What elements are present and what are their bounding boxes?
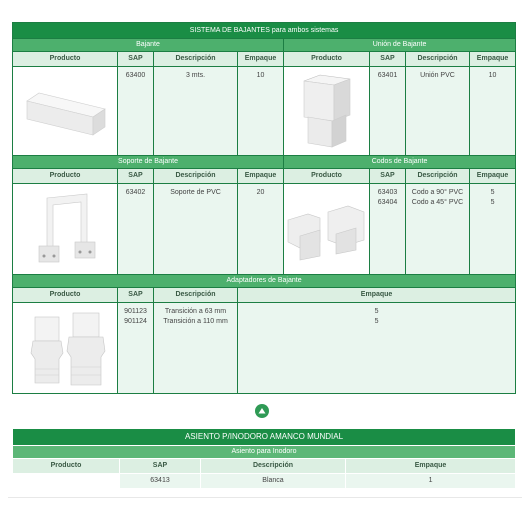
col-descripcion: Descripción (154, 169, 238, 184)
adaptadores-sap (118, 303, 154, 394)
col-descripcion: Descripción (154, 52, 238, 67)
soporte-empaque: 20 (238, 184, 284, 275)
asiento-empaque: 1 (346, 474, 516, 489)
col-sap: SAP (118, 52, 154, 67)
union-descripcion: Unión PVC (406, 67, 470, 156)
union-sap: 63401 (370, 67, 406, 156)
union-image (284, 67, 370, 156)
col-descripcion: Descripción (406, 169, 470, 184)
adaptadores-sap-2: 901124 (124, 318, 147, 325)
col-producto: Producto (284, 52, 370, 67)
soporte-sap: 63402 (118, 184, 154, 275)
adaptadores-emp-2: 5 (374, 318, 379, 325)
col-producto: Producto (284, 169, 370, 184)
adaptadores-descripcion (154, 303, 238, 394)
union-title: Unión de Bajante (284, 39, 516, 52)
codos-desc-1: Codo a 90° PVC (411, 189, 464, 196)
col-producto: Producto (13, 52, 118, 67)
col-empaque: Empaque (346, 459, 516, 474)
adaptadores-sap-1: 901123 (124, 308, 147, 315)
table-row (13, 474, 516, 489)
asiento-sap: 63413 (120, 474, 201, 489)
adaptadores-emp-1: 5 (374, 308, 379, 315)
col-sap: SAP (370, 52, 406, 67)
soporte-title: Soporte de Bajante (13, 156, 284, 169)
back-to-top-button[interactable] (255, 404, 269, 418)
adaptadores-title: Adaptadores de Bajante (13, 275, 516, 288)
col-sap: SAP (118, 288, 154, 303)
bajante-descripcion: 3 mts. (154, 67, 238, 156)
bajantes-table (12, 22, 516, 394)
col-producto: Producto (13, 169, 118, 184)
codos-title: Codos de Bajante (284, 156, 516, 169)
adaptadores-image (13, 303, 118, 394)
col-sap: SAP (118, 169, 154, 184)
codos-image (284, 184, 370, 275)
col-empaque: Empaque (470, 52, 516, 67)
asiento-subtitle: Asiento para Inodoro (13, 446, 516, 459)
bajante-empaque: 10 (238, 67, 284, 156)
codos-emp-1: 5 (490, 189, 495, 196)
col-sap: SAP (370, 169, 406, 184)
codos-emp-2: 5 (490, 199, 495, 206)
col-empaque: Empaque (238, 288, 516, 303)
codos-sap-2: 63404 (377, 199, 398, 206)
codos-empaque (470, 184, 516, 275)
col-producto: Producto (13, 288, 118, 303)
bajante-image (13, 67, 118, 156)
col-descripcion: Descripción (154, 288, 238, 303)
soporte-descripcion: Soporte de PVC (154, 184, 238, 275)
asiento-descripcion: Blanca (201, 474, 346, 489)
union-empaque: 10 (470, 67, 516, 156)
col-empaque: Empaque (238, 169, 284, 184)
adaptadores-desc-2: Transición a 110 mm (163, 318, 228, 325)
col-producto: Producto (13, 459, 120, 474)
section-title: SISTEMA DE BAJANTES para ambos sistemas (13, 23, 516, 39)
col-descripcion: Descripción (406, 52, 470, 67)
adaptadores-desc-1: Transición a 63 mm (164, 308, 227, 315)
col-empaque: Empaque (238, 52, 284, 67)
col-descripcion: Descripción (201, 459, 346, 474)
asiento-title: ASIENTO P/INODORO AMANCO MUNDIAL (13, 429, 516, 446)
up-arrow-icon (258, 407, 266, 415)
bajante-sap: 63400 (118, 67, 154, 156)
codos-desc-2: Codo a 45° PVC (411, 199, 464, 206)
soporte-image (13, 184, 118, 275)
codos-sap-1: 63403 (377, 189, 398, 196)
codos-descripcion (406, 184, 470, 275)
bajante-title: Bajante (13, 39, 284, 52)
divider (8, 497, 522, 498)
asiento-producto (13, 474, 120, 489)
codos-sap (370, 184, 406, 275)
col-empaque: Empaque (470, 169, 516, 184)
asiento-table (12, 428, 516, 489)
col-sap: SAP (120, 459, 201, 474)
adaptadores-empaque (238, 303, 516, 394)
